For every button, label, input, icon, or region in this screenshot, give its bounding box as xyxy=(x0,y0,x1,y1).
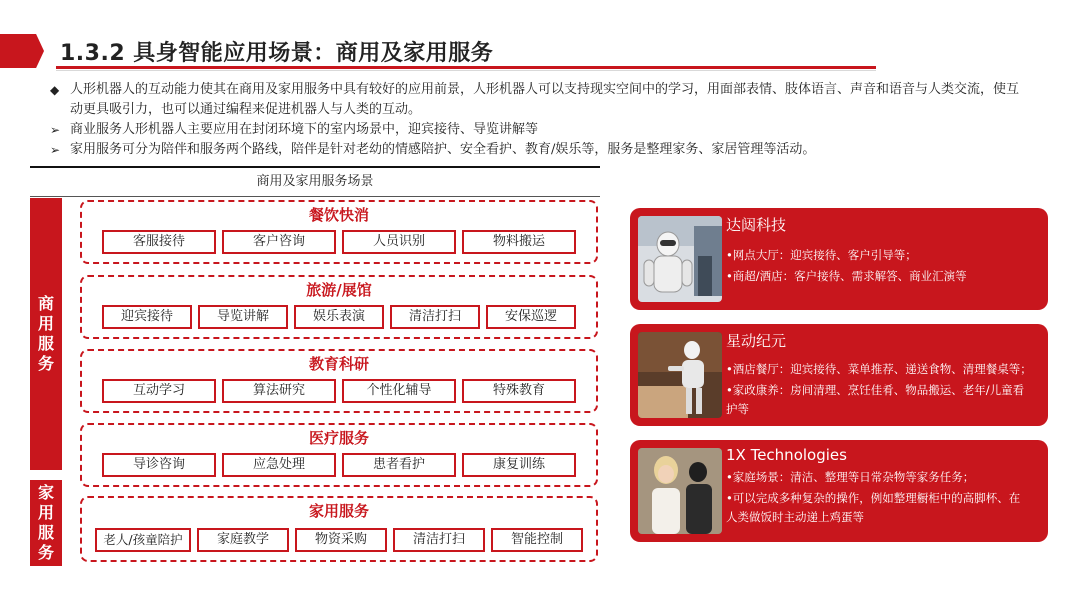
scenario-chip: 应急处理 xyxy=(222,453,336,477)
arrow-bullet-icon: ➢ xyxy=(50,143,61,157)
company-name: 星动纪元 xyxy=(726,332,787,350)
robot-image-icon xyxy=(638,332,722,418)
company-desc-line: 护等 xyxy=(726,402,749,416)
side-label-home: 家用服务 xyxy=(30,480,62,566)
scenario-chip: 人员识别 xyxy=(342,230,456,254)
intro-bullet-text: 商业服务人形机器人主要应用在封闭环境下的室内场景中，迎宾接待、导览讲解等 xyxy=(70,122,539,137)
company-desc-line: •网点大厅：迎宾接待、客户引导等； xyxy=(726,248,917,262)
category-title: 教育科研 xyxy=(308,355,369,373)
intro-bullet xyxy=(48,120,1028,140)
company-name: 1X Technologies xyxy=(726,446,847,464)
category-home-service xyxy=(80,496,598,562)
company-card-robotera xyxy=(630,324,1048,426)
scenario-chip: 算法研究 xyxy=(222,379,336,403)
company-desc-line: •酒店餐厅：迎宾接待、菜单推荐、递送食物、清理餐桌等； xyxy=(726,362,1032,376)
scenario-chip: 智能控制 xyxy=(491,528,583,552)
robot-photo xyxy=(638,332,722,418)
scenario-chip: 导览讲解 xyxy=(198,305,288,329)
scenario-chip: 导诊咨询 xyxy=(102,453,216,477)
scenario-chip: 客户咨询 xyxy=(222,230,336,254)
category-tourism xyxy=(80,275,598,339)
category-catering xyxy=(80,200,598,264)
scenario-chip: 迎宾接待 xyxy=(102,305,192,329)
scenario-chip: 清洁打扫 xyxy=(390,305,480,329)
scenario-chip: 康复训练 xyxy=(462,453,576,477)
scenario-chip: 清洁打扫 xyxy=(393,528,485,552)
scenario-chip: 物料搬运 xyxy=(462,230,576,254)
scenario-chip: 娱乐表演 xyxy=(294,305,384,329)
page-title: 1.3.2 具身智能应用场景：商用及家用服务 xyxy=(60,41,494,66)
intro-bullet-text: 人形机器人的互动能力使其在商用及家用服务中具有较好的应用前景，人形机器人可以支持现实空间中的学习，用面部表情、肢体语言、声音和语音与人类交流，使互动更具吸引力，也可以通过编程来促进机器人与人类的互动。 xyxy=(70,82,1020,117)
robot-image-icon xyxy=(638,216,722,302)
diamond-bullet-icon: ◆ xyxy=(50,83,60,97)
company-name: 达闼科技 xyxy=(726,216,787,234)
scenario-chip: 老人/孩童陪护 xyxy=(95,528,191,552)
company-card-1x xyxy=(630,440,1048,542)
intro-text xyxy=(48,80,1028,160)
category-title: 医疗服务 xyxy=(308,429,369,447)
company-desc-line: •家政康养：房间清理、烹饪佳肴、物品搬运、老年/儿童看 xyxy=(726,383,1025,397)
scenario-chip: 物资采购 xyxy=(295,528,387,552)
company-card-cloudminds xyxy=(630,208,1048,310)
robot-photo xyxy=(638,448,722,534)
category-title: 家用服务 xyxy=(308,502,369,520)
category-title: 餐饮快消 xyxy=(308,206,369,224)
scenario-chip: 客服接待 xyxy=(102,230,216,254)
title-accent-band xyxy=(0,34,44,68)
robot-image-icon xyxy=(638,448,722,534)
intro-bullet-text: 家用服务可分为陪伴和服务两个路线，陪伴是针对老幼的情感陪护、安全看护、教育/娱乐等，服务是整理家务、家居管理等活动。 xyxy=(70,142,816,157)
robot-photo xyxy=(638,216,722,302)
scenario-chip: 特殊教育 xyxy=(462,379,576,403)
scenario-chip: 安保巡逻 xyxy=(486,305,576,329)
side-label-commercial: 商用服务 xyxy=(30,198,62,470)
intro-bullet xyxy=(48,140,1028,160)
scenario-chip: 互动学习 xyxy=(102,379,216,403)
company-desc-line: •家庭场景：清洁、整理等日常杂物等家务任务； xyxy=(726,470,975,484)
company-desc-line: •商超/酒店：客户接待、需求解答、商业汇演等 xyxy=(726,269,967,283)
scenario-chip: 患者看护 xyxy=(342,453,456,477)
title-underline xyxy=(56,66,876,69)
scenario-chip: 家庭教学 xyxy=(197,528,289,552)
diagram-caption: 商用及家用服务场景 xyxy=(30,166,600,197)
title-underline-thin xyxy=(56,70,876,71)
intro-bullet xyxy=(48,80,1028,120)
category-education xyxy=(80,349,598,413)
category-medical xyxy=(80,423,598,487)
category-title: 旅游/展馆 xyxy=(306,281,372,299)
company-desc-line: •可以完成多种复杂的操作，例如整理橱柜中的高脚杯、在 xyxy=(726,491,1021,505)
scenario-chip: 个性化辅导 xyxy=(342,379,456,403)
company-desc-line: 人类做饭时主动递上鸡蛋等 xyxy=(726,510,864,524)
arrow-bullet-icon: ➢ xyxy=(50,123,61,137)
